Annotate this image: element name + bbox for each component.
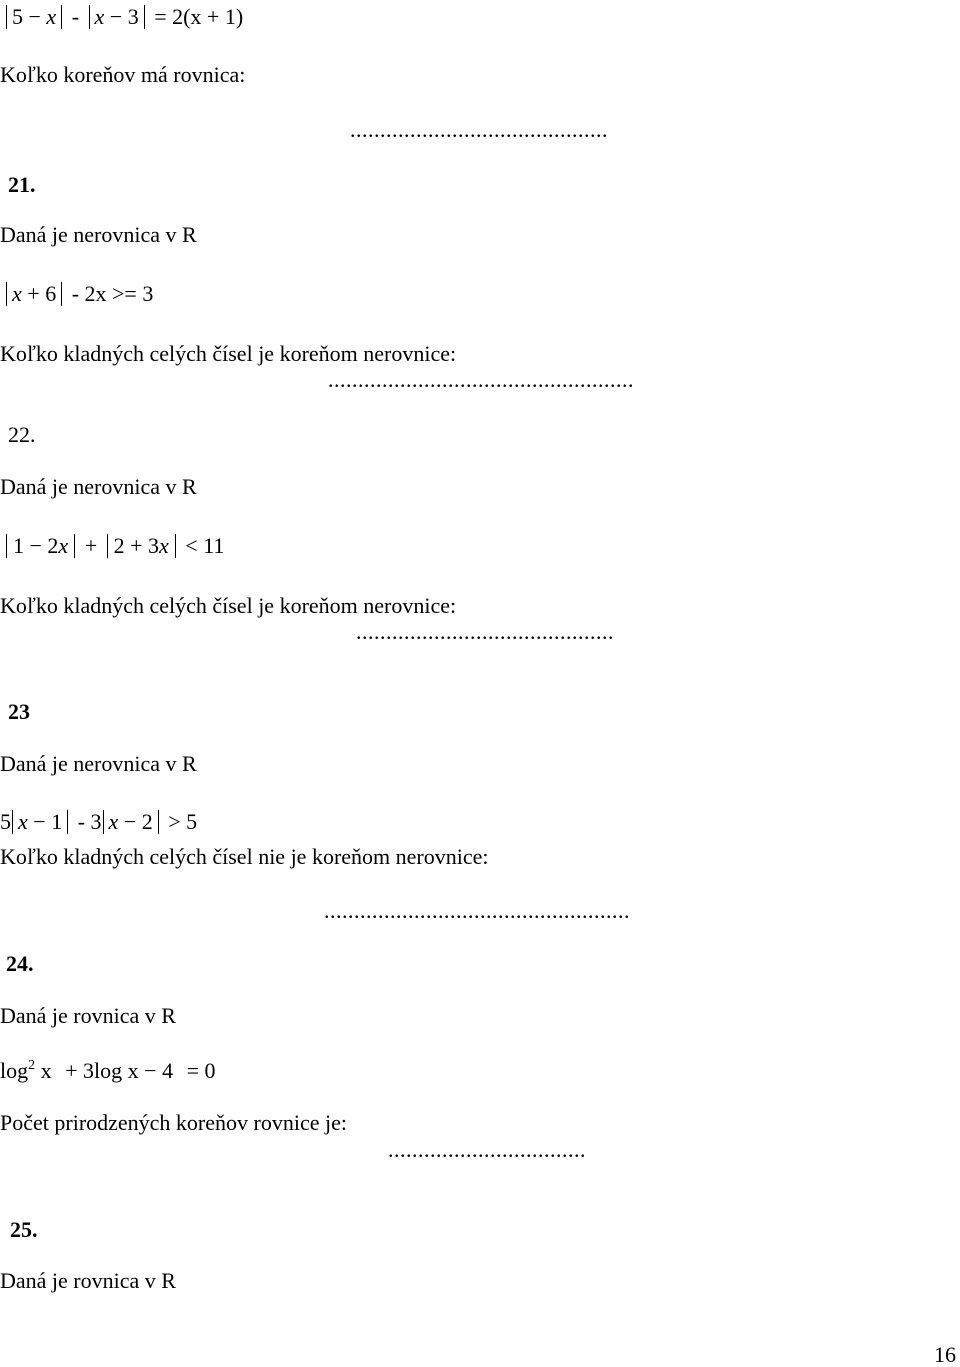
term: 1 bbox=[13, 533, 24, 558]
q23-question: Koľko kladných celých čísel nie je koreňom nerovnice: bbox=[0, 844, 489, 869]
q22-inequality bbox=[2, 533, 224, 559]
q22-question: Koľko kladných celých čísel je koreňom nerovnice: bbox=[0, 593, 457, 618]
operator: − bbox=[29, 533, 42, 558]
operator: - bbox=[71, 4, 80, 29]
q21-answer-line: ................................................... bbox=[328, 367, 634, 392]
operator: − bbox=[123, 809, 137, 834]
q21-question: Koľko kladných celých čísel je koreňom nerovnice: bbox=[0, 341, 457, 366]
variable: x bbox=[58, 533, 69, 558]
term: 6 bbox=[45, 281, 57, 306]
log-function: log bbox=[0, 1058, 29, 1083]
operator: - 3 bbox=[77, 809, 102, 834]
operator: + bbox=[27, 281, 40, 306]
abs-group-2 bbox=[89, 5, 145, 29]
operator: + bbox=[84, 533, 98, 558]
q20-answer-line: ........................................... bbox=[350, 117, 608, 142]
operator: − bbox=[33, 809, 46, 834]
equation-rhs: = 0 bbox=[186, 1058, 216, 1083]
q25-intro: Daná je rovnica v R bbox=[0, 1268, 176, 1293]
q24-number: 24. bbox=[6, 951, 34, 976]
q23-number: 23 bbox=[8, 699, 30, 724]
q24-answer-line: ................................. bbox=[388, 1137, 586, 1162]
operator: − bbox=[144, 1058, 157, 1083]
variable: x bbox=[94, 4, 105, 29]
q21-intro: Daná je nerovnica v R bbox=[0, 222, 197, 247]
q24-equation bbox=[0, 1058, 216, 1088]
q23-inequality bbox=[0, 809, 197, 835]
equation-20 bbox=[2, 4, 243, 30]
q20-question: Koľko koreňov má rovnica: bbox=[0, 62, 246, 87]
q23-intro: Daná je nerovnica v R bbox=[0, 751, 197, 776]
term: 3 bbox=[127, 4, 139, 29]
variable: x bbox=[40, 1058, 52, 1083]
term: 2 bbox=[141, 809, 153, 834]
q21-number: 21. bbox=[8, 172, 36, 197]
abs-group bbox=[6, 282, 62, 306]
q24-intro: Daná je rovnica v R bbox=[0, 1003, 176, 1028]
equation-rhs: = 2(x + 1) bbox=[154, 4, 244, 29]
variable: x bbox=[18, 809, 28, 834]
variable: x bbox=[46, 4, 57, 29]
equation-middle: + 3log x bbox=[65, 1058, 139, 1083]
variable: x bbox=[12, 281, 22, 306]
abs-group-1 bbox=[12, 810, 68, 834]
variable: x bbox=[108, 809, 119, 834]
q24-question: Počet prirodzených koreňov rovnice je: bbox=[0, 1110, 347, 1135]
variable: x bbox=[159, 533, 169, 558]
term: 5 bbox=[12, 4, 23, 29]
abs-group-2 bbox=[103, 810, 159, 834]
operator: + bbox=[130, 533, 143, 558]
inequality-rest: < 11 bbox=[185, 533, 225, 558]
abs-group-1 bbox=[6, 5, 62, 29]
abs-group-1 bbox=[6, 534, 75, 558]
term: 2 bbox=[47, 533, 59, 558]
page-number: 16 bbox=[934, 1342, 956, 1367]
term: 1 bbox=[51, 809, 63, 834]
inequality-rest: > 5 bbox=[168, 809, 198, 834]
q22-answer-line: ........................................... bbox=[356, 619, 614, 644]
q22-number: 22. bbox=[8, 422, 36, 447]
coefficient: 5 bbox=[0, 809, 11, 834]
term: 3 bbox=[148, 533, 160, 558]
operator: − bbox=[28, 4, 41, 29]
abs-group-2 bbox=[107, 534, 176, 558]
term: 4 bbox=[162, 1058, 174, 1083]
q23-answer-line: ................................................... bbox=[324, 898, 630, 923]
q21-inequality bbox=[2, 281, 153, 307]
inequality-rest: - 2x >= 3 bbox=[71, 281, 154, 306]
q25-number: 25. bbox=[10, 1217, 38, 1242]
exponent: 2 bbox=[28, 1058, 36, 1073]
operator: − bbox=[109, 4, 123, 29]
q22-intro: Daná je nerovnica v R bbox=[0, 474, 197, 499]
term: 2 bbox=[113, 533, 125, 558]
